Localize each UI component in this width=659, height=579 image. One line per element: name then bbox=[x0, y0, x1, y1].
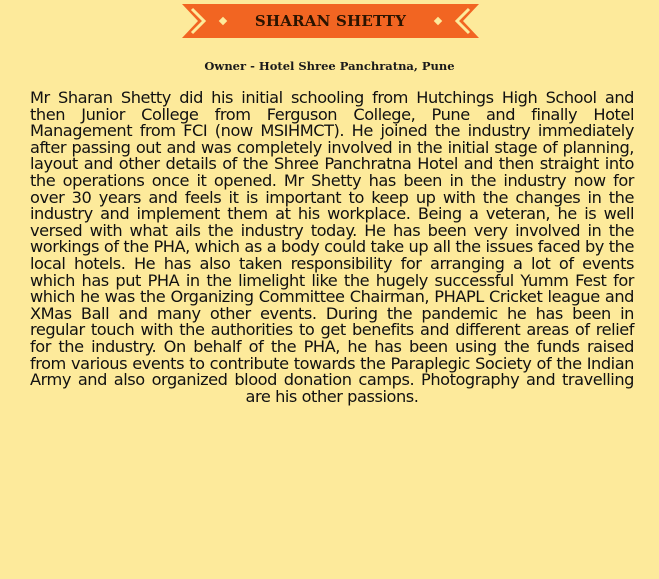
person-name: SHARAN SHETTY bbox=[254, 12, 407, 30]
name-banner bbox=[182, 4, 479, 38]
bio-paragraph: Mr Sharan Shetty did his initial schooling from Hutchings High School and then Junior College from Ferguson College, Pune and finally Hotel Management from FCI (now MSIHMCT). He joined the industry immediately after passing out and was completely involved in the initial stage of planning, layout and other details of the Shree Panchratna Hotel and then straight into the operations once it opened. Mr Shetty has been in the industry now for over 30 years and feels it is important to keep up with the changes in the industry and implement them at his workplace. Being a veteran, he is well versed with what ails the industry today. He has been very involved in the workings of the PHA, which as a body could take up all the issues faced by the local hotels. He has also taken responsibility for arranging a lot of events which has put PHA in the limelight like the hugely successful Yumm Fest for which he was the Organizing Committee Chairman, PHAPL Cricket league and XMas Ball and many other events. During the pandemic he has been in regular touch with the authorities to get benefits and different areas of relief for the industry. On behalf of the PHA, he has been using the funds raised from various events to contribute towards the Paraplegic Society of the Indian Army and also organized blood donation camps. Photography and travelling are his other passions. bbox=[30, 88, 634, 406]
person-role: Owner - Hotel Shree Panchratna, Pune bbox=[204, 59, 455, 73]
